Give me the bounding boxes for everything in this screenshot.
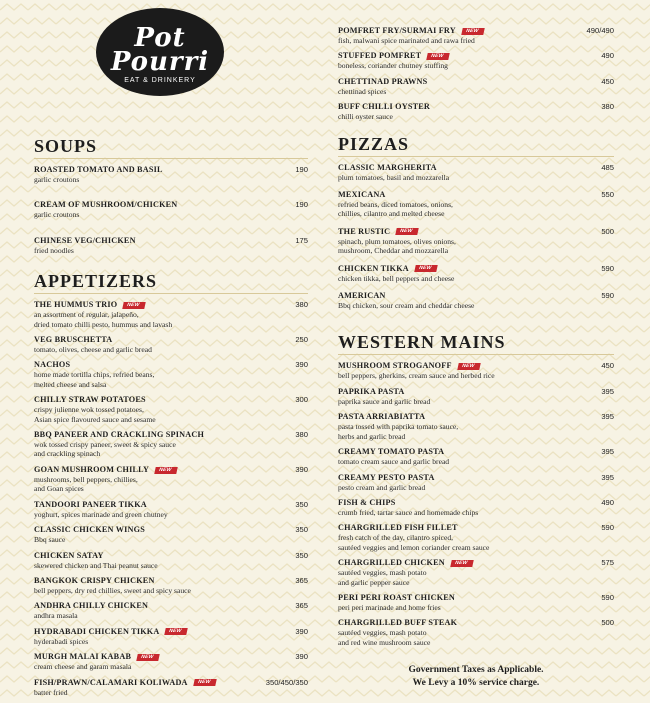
item-description: chettinad spices [338,86,387,96]
item-description: paprika sauce and garlic bread [338,396,431,406]
item-description: fried noodles [34,245,74,255]
menu-item [34,300,308,329]
item-description: and red wine mushroom sauce [338,637,431,647]
item-description: tomato cream sauce and garlic bread [338,457,450,467]
section-appetizers [34,271,308,697]
item-price: 390 [295,652,308,662]
item-name-text: CLASSIC MARGHERITA [338,162,437,172]
item-price: 350 [295,525,308,535]
item-description: hyderabadi spices [34,636,89,646]
menu-item [34,465,308,494]
section-heading: APPETIZERS [34,271,308,294]
item-description: fresh catch of the day, cilantro spiced, [338,533,454,543]
item-name [34,576,308,586]
item-name [338,264,614,274]
item-name [338,77,614,87]
item-name [338,387,614,397]
item-name-text: POMFRET FRY/SURMAI FRY [338,26,456,35]
item-description: spinach, plum tomatoes, olives onions, [338,236,456,246]
new-badge: NEW [461,28,485,35]
menu-item [338,361,614,380]
item-description: and Goan spices [34,484,84,494]
menu-item [34,525,308,544]
menu-item [338,291,614,310]
menu-item [34,652,308,671]
item-price: 250 [295,335,308,345]
item-name [338,190,614,200]
item-price: 190 [295,165,308,174]
section-heading: PIZZAS [338,134,614,157]
logo-title: Pot Pourri [110,23,210,77]
item-name-text: MURGH MALAI KABAB [34,652,132,662]
item-description: garlic croutons [34,210,80,220]
item-price: 490 [601,497,614,507]
item-name [34,500,308,510]
item-name-text: BBQ PANEER AND CRACKLING SPINACH [34,430,205,440]
item-description: sautéed veggies and lemon coriander cream sauce [338,542,490,552]
item-name [34,601,308,611]
item-price: 350/450/350 [265,677,308,687]
item-description: sautéed veggies, mash potato [338,568,427,578]
new-badge: NEW [123,302,147,309]
item-description: mushrooms, bell peppers, chillies, [34,474,138,484]
section-western-mains [338,332,614,647]
menu-item [34,627,308,646]
menu-item [338,26,614,45]
menu-item [338,473,614,492]
item-price: 590 [601,523,614,533]
item-name-text: THE HUMMUS TRIO [34,300,118,310]
item-name-text: CHETTINAD PRAWNS [338,76,428,86]
section-heading: SOUPS [34,136,308,159]
menu-item [338,558,614,587]
new-badge: NEW [457,363,481,370]
new-badge: NEW [136,654,160,661]
item-price: 390 [295,464,308,474]
tax-note-line2: We Levy a 10% service charge. [412,678,540,688]
item-name-text: CHILLY STRAW POTATOES [34,395,146,405]
menu-item [338,593,614,612]
item-name-text: HYDRABADI CHICKEN TIKKA [34,626,160,636]
menu-column-right [338,26,614,653]
item-name-text: STUFFED POMFRET [338,51,422,61]
item-price: 485 [601,162,614,172]
item-name-text: CHICKEN TIKKA [338,263,409,273]
item-name-text: THE RUSTIC [338,226,391,236]
item-name-text: NACHOS [34,360,71,370]
item-price: 490 [601,51,614,61]
item-name-text: CHICKEN SATAY [34,550,104,560]
item-description: garlic croutons [34,175,80,184]
item-description: and garlic pepper sauce [338,577,410,587]
menu-item [34,395,308,424]
item-price: 590 [601,592,614,602]
item-description: plum tomatoes, basil and mozzarella [338,172,450,182]
new-badge: NEW [414,265,438,272]
menu-item [34,165,308,184]
item-description: chilli oyster sauce [338,112,393,122]
brand-logo [96,8,224,96]
item-price: 380 [295,430,308,440]
item-name-text: CLASSIC CHICKEN WINGS [34,525,145,535]
item-name-text: CREAMY PESTO PASTA [338,472,435,482]
menu-item [338,523,614,552]
item-name-text: PERI PERI ROAST CHICKEN [338,592,456,602]
item-price: 350 [295,550,308,560]
item-name-text: CHARGRILLED BUFF STEAK [338,618,458,628]
item-name [34,236,308,246]
menu-item [34,430,308,459]
item-name-text: VEG BRUSCHETTA [34,335,113,345]
item-name [34,165,308,175]
item-price: 450 [601,361,614,371]
item-price: 380 [295,300,308,310]
item-description: yoghurt, spices marinade and green chutney [34,509,168,519]
item-price: 500 [601,618,614,628]
menu-item [338,447,614,466]
item-name [34,360,308,370]
item-name [338,618,614,628]
item-name [338,523,614,533]
item-description: fish, malwani spice marinated and rawa fried [338,36,475,45]
item-description: Bbq chicken, sour cream and cheddar cheese [338,301,475,311]
menu-item [34,236,308,255]
item-description: bell peppers, dry red chillies, sweet and spicy sauce [34,585,191,595]
item-description: tomato, olives, cheese and garlic bread [34,345,152,355]
item-name-text: TANDOORI PANEER TIKKA [34,499,147,509]
item-name [34,551,308,561]
menu-item [338,51,614,70]
menu-item [34,335,308,354]
section-soups [34,136,308,255]
tax-note-line1: Government Taxes as Applicable. [408,665,544,675]
new-badge: NEW [427,53,451,60]
item-price: 575 [601,558,614,568]
item-description: dried tomato chilli pesto, hummus and lavash [34,319,173,329]
menu-item [338,412,614,441]
item-name-text: MEXICANA [338,190,386,200]
item-description: Bbq sauce [34,535,66,545]
menu-item [338,227,614,256]
item-name-text: PASTA ARRIABIATTA [338,412,426,422]
item-price: 300 [295,395,308,405]
menu-item [34,601,308,620]
item-name [338,26,614,36]
item-name-text: CHARGRILLED FISH FILLET [338,523,458,533]
item-name [34,465,308,475]
item-price: 450 [601,76,614,86]
menu-item [338,102,614,121]
item-name-text: BANGKOK CRISPY CHICKEN [34,575,155,585]
item-price: 390 [295,360,308,370]
item-name-text: FISH/PRAWN/CALAMARI KOLIWADA [34,677,188,687]
item-price: 365 [295,601,308,611]
item-description: sautéed veggies, mash potato [338,628,427,638]
item-name-text: CHARGRILLED CHICKEN [338,558,445,568]
item-name-text: CHINESE VEG/CHICKEN [34,235,136,245]
item-description: home made tortilla chips, refried beans, [34,370,155,380]
item-description: boneless, coriander chutney stuffing [338,61,448,71]
item-name-text: MUSHROOM STROGANOFF [338,361,452,371]
item-name-text: GOAN MUSHROOM CHILLY [34,464,150,474]
item-name [338,473,614,483]
item-price: 590 [601,263,614,273]
new-badge: NEW [450,560,474,567]
item-name [338,361,614,371]
item-name-text: PAPRIKA PASTA [338,386,405,396]
item-name-text: AMERICAN [338,291,386,301]
menu-item [338,77,614,96]
item-name [338,447,614,457]
menu-item [338,498,614,517]
item-name [34,300,308,310]
item-price: 500 [601,226,614,236]
item-description: and crackling spinach [34,449,101,459]
item-name-text: ANDHRA CHILLY CHICKEN [34,601,149,611]
item-price: 350 [295,499,308,509]
item-name [338,412,614,422]
item-description: crispy julienne wok tossed potatoes, [34,405,144,415]
item-name [338,163,614,173]
menu-item [338,163,614,182]
item-price: 190 [295,200,308,210]
item-name-text: ROASTED TOMATO AND BASIL [34,165,163,174]
new-badge: NEW [193,679,217,686]
item-description: cream cheese and garam masala [34,662,132,672]
menu-item [34,200,308,219]
item-name [34,335,308,345]
item-description: mushroom, Cheddar and mozzarella [338,246,449,256]
new-badge: NEW [396,228,420,235]
item-price: 590 [601,291,614,301]
item-price: 395 [601,386,614,396]
item-price: 175 [295,235,308,245]
item-description: an assortment of regular, jalapeño, [34,310,139,320]
logo-subtitle: EAT & DRINKERY [124,77,196,84]
item-name [34,200,308,210]
item-description: andhra masala [34,611,78,621]
section-pizzas [338,134,614,311]
menu-item [34,551,308,570]
item-name [34,430,308,440]
item-name-text: CREAM OF MUSHROOM/CHICKEN [34,200,178,210]
item-description: crumb fried, tartar sauce and homemade chips [338,507,479,517]
item-name-text: FISH & CHIPS [338,497,396,507]
item-name-text: CREAMY TOMATO PASTA [338,447,445,457]
item-description: bell peppers, gherkins, cream sauce and herbed rice [338,371,495,381]
item-description: refried beans, diced tomatoes, onions, [338,200,453,210]
item-price: 395 [601,447,614,457]
item-description: herbs and garlic bread [338,431,406,441]
menu-item [338,387,614,406]
item-description: skewered chicken and Thai peanut sauce [34,560,158,570]
item-name [338,227,614,237]
item-name [338,291,614,301]
item-price: 380 [601,102,614,112]
section-heading: WESTERN MAINS [338,332,614,355]
menu-column-left [34,136,308,703]
item-description: batter fried [34,687,68,697]
item-description: peri peri marinade and home fries [338,602,441,612]
item-name [338,593,614,603]
menu-item [338,264,614,283]
menu-item [34,500,308,519]
menu-item [34,360,308,389]
item-name [338,558,614,568]
item-description: pasta tossed with paprika tomato sauce, [338,422,459,432]
item-description: melted cheese and salsa [34,379,107,389]
section-seafood [338,26,614,122]
item-price: 550 [601,190,614,200]
item-name [338,102,614,112]
item-name [34,525,308,535]
item-name [338,498,614,508]
menu-item [34,678,308,697]
menu-item [338,190,614,219]
item-description: pesto cream and garlic bread [338,482,426,492]
item-price: 365 [295,575,308,585]
item-name [34,627,308,637]
item-description: chicken tikka, bell peppers and cheese [338,273,455,283]
item-name-text: BUFF CHILLI OYSTER [338,102,431,112]
item-description: chillies, cilantro and melted cheese [338,209,445,219]
item-name [34,652,308,662]
item-price: 490/490 [586,26,614,35]
item-price: 390 [295,626,308,636]
item-name [338,51,614,61]
menu-item [34,576,308,595]
item-price: 395 [601,472,614,482]
item-description: Asian spice flavoured sauce and sesame [34,414,156,424]
item-price: 395 [601,412,614,422]
menu-item [338,618,614,647]
new-badge: NEW [165,628,189,635]
item-name [34,395,308,405]
tax-note [338,664,614,690]
new-badge: NEW [154,467,178,474]
item-description: wok tossed crispy paneer, sweet & spicy sauce [34,440,176,450]
